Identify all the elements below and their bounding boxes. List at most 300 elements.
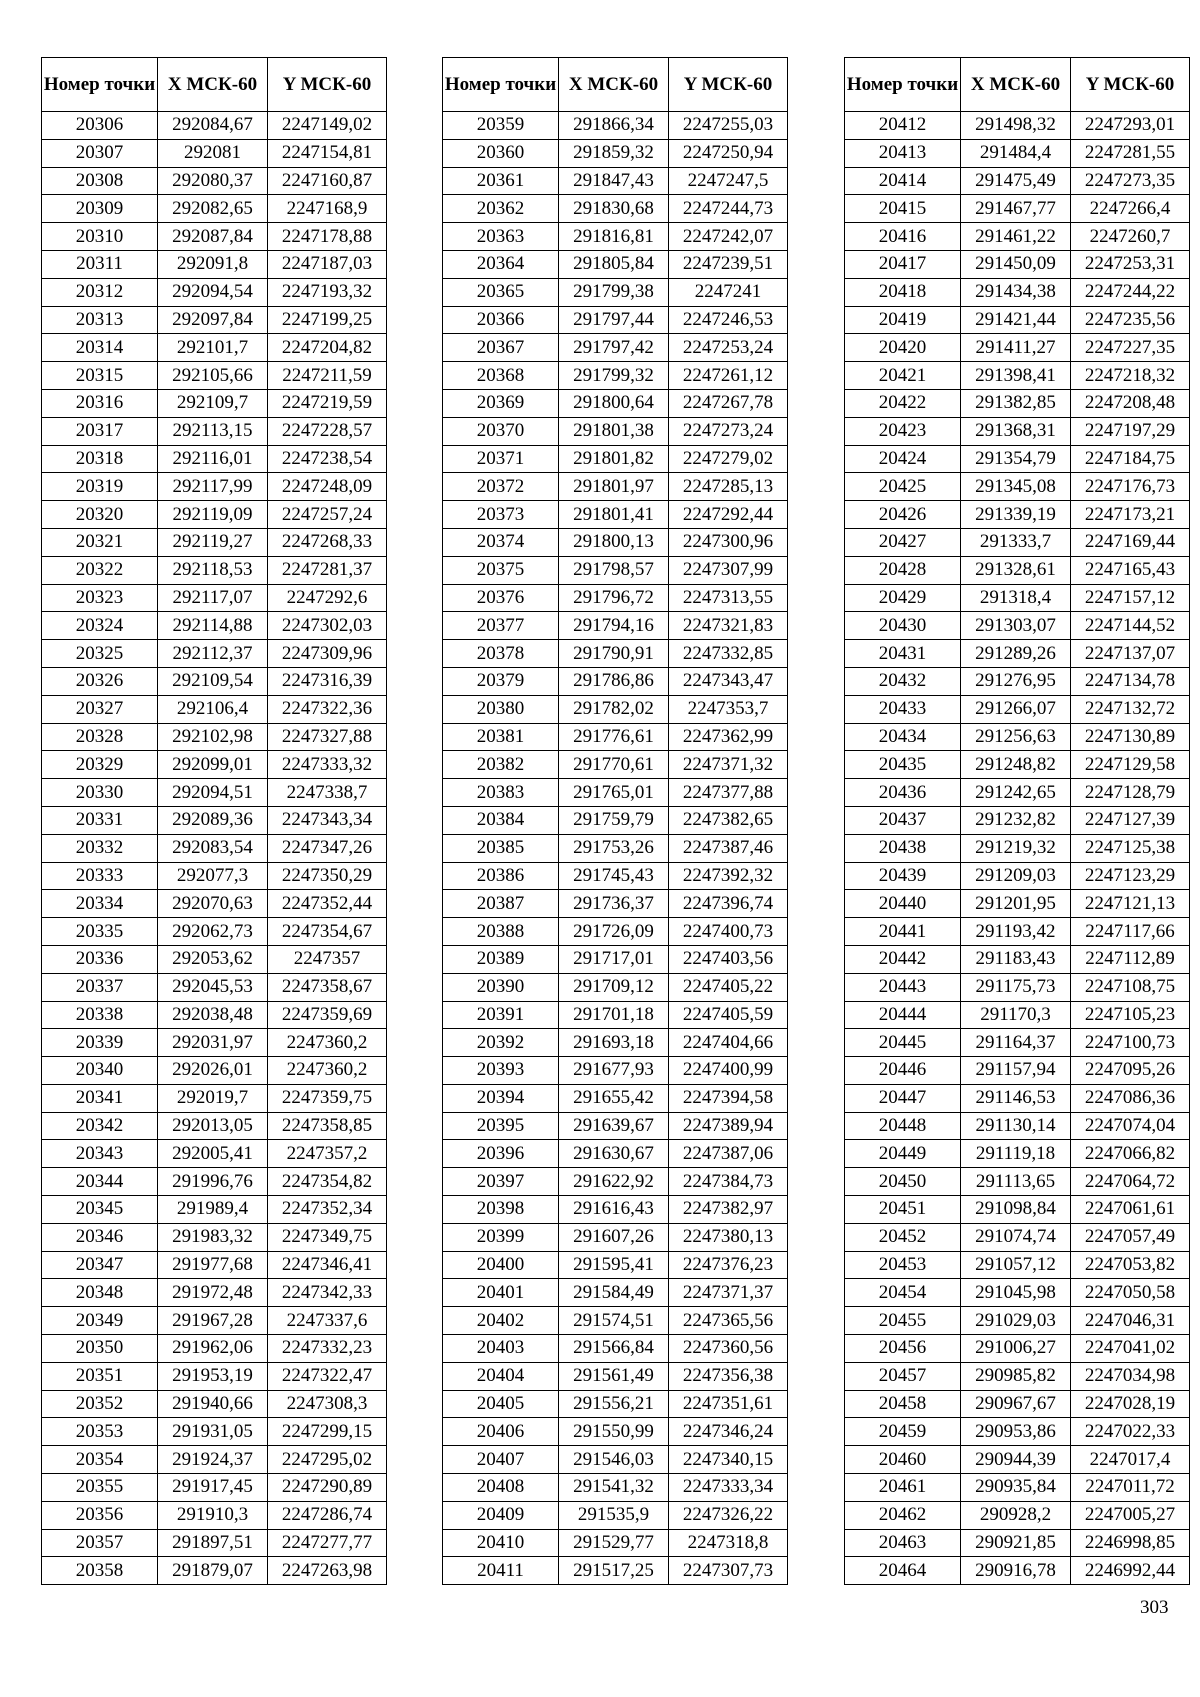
cell-x-coordinate: 291796,72 (559, 584, 669, 612)
table-row (42, 1223, 387, 1251)
cell-x-coordinate: 291130,14 (961, 1112, 1071, 1140)
table-row (443, 1390, 788, 1418)
cell-y-coordinate: 2247318,8 (669, 1529, 788, 1557)
cell-point-number: 20345 (42, 1196, 158, 1224)
cell-y-coordinate: 2247394,58 (669, 1084, 788, 1112)
cell-y-coordinate: 2247343,34 (268, 806, 387, 834)
table-row (443, 779, 788, 807)
cell-point-number: 20436 (845, 779, 961, 807)
cell-point-number: 20329 (42, 751, 158, 779)
cell-y-coordinate: 2247250,94 (669, 139, 788, 167)
table-row (443, 1279, 788, 1307)
header-point-number: Номер точки (42, 58, 158, 112)
cell-x-coordinate: 292117,07 (158, 584, 268, 612)
cell-y-coordinate: 2247034,98 (1071, 1362, 1190, 1390)
cell-point-number: 20445 (845, 1029, 961, 1057)
cell-x-coordinate: 291595,41 (559, 1251, 669, 1279)
table-row (845, 667, 1190, 695)
cell-x-coordinate: 291879,07 (158, 1557, 268, 1585)
cell-y-coordinate: 2247359,69 (268, 1001, 387, 1029)
cell-x-coordinate: 291630,67 (559, 1140, 669, 1168)
table-row (42, 501, 387, 529)
cell-y-coordinate: 2247392,32 (669, 862, 788, 890)
cell-y-coordinate: 2247337,6 (268, 1307, 387, 1335)
cell-y-coordinate: 2247285,13 (669, 473, 788, 501)
table-row (845, 389, 1190, 417)
cell-point-number: 20454 (845, 1279, 961, 1307)
table-row (42, 1501, 387, 1529)
table-row (443, 1001, 788, 1029)
cell-x-coordinate: 291146,53 (961, 1084, 1071, 1112)
cell-point-number: 20383 (443, 779, 559, 807)
cell-point-number: 20381 (443, 723, 559, 751)
cell-x-coordinate: 291382,85 (961, 389, 1071, 417)
table-row (845, 1529, 1190, 1557)
cell-x-coordinate: 291006,27 (961, 1335, 1071, 1363)
cell-y-coordinate: 2247300,96 (669, 528, 788, 556)
cell-point-number: 20449 (845, 1140, 961, 1168)
cell-point-number: 20326 (42, 667, 158, 695)
cell-x-coordinate: 292082,65 (158, 195, 268, 223)
cell-point-number: 20342 (42, 1112, 158, 1140)
cell-y-coordinate: 2247352,44 (268, 890, 387, 918)
table-row (845, 112, 1190, 140)
cell-y-coordinate: 2247292,44 (669, 501, 788, 529)
table-row (845, 473, 1190, 501)
cell-y-coordinate: 2247354,82 (268, 1168, 387, 1196)
table-row (845, 1196, 1190, 1224)
cell-y-coordinate: 2247248,09 (268, 473, 387, 501)
cell-y-coordinate: 2247227,35 (1071, 334, 1190, 362)
cell-x-coordinate: 291996,76 (158, 1168, 268, 1196)
table-row (443, 1529, 788, 1557)
cell-y-coordinate: 2247267,78 (669, 389, 788, 417)
cell-x-coordinate: 291029,03 (961, 1307, 1071, 1335)
table-row (42, 1057, 387, 1085)
cell-x-coordinate: 291098,84 (961, 1196, 1071, 1224)
cell-y-coordinate: 2247263,98 (268, 1557, 387, 1585)
cell-x-coordinate: 291113,65 (961, 1168, 1071, 1196)
table-row (42, 1084, 387, 1112)
cell-x-coordinate: 291535,9 (559, 1501, 669, 1529)
cell-point-number: 20440 (845, 890, 961, 918)
cell-point-number: 20415 (845, 195, 961, 223)
cell-point-number: 20325 (42, 640, 158, 668)
cell-y-coordinate: 2247199,25 (268, 306, 387, 334)
cell-point-number: 20315 (42, 362, 158, 390)
cell-y-coordinate: 2247157,12 (1071, 584, 1190, 612)
cell-y-coordinate: 2247160,87 (268, 167, 387, 195)
cell-point-number: 20351 (42, 1362, 158, 1390)
cell-x-coordinate: 291782,02 (559, 695, 669, 723)
cell-point-number: 20411 (443, 1557, 559, 1585)
cell-point-number: 20444 (845, 1001, 961, 1029)
cell-x-coordinate: 291866,34 (559, 112, 669, 140)
cell-point-number: 20316 (42, 389, 158, 417)
cell-x-coordinate: 292005,41 (158, 1140, 268, 1168)
cell-x-coordinate: 292038,48 (158, 1001, 268, 1029)
table-row (845, 195, 1190, 223)
cell-point-number: 20367 (443, 334, 559, 362)
cell-y-coordinate: 2247309,96 (268, 640, 387, 668)
table-row (42, 1307, 387, 1335)
table-row (845, 1418, 1190, 1446)
cell-point-number: 20421 (845, 362, 961, 390)
table-row (42, 1196, 387, 1224)
cell-x-coordinate: 291800,64 (559, 389, 669, 417)
cell-x-coordinate: 291801,82 (559, 445, 669, 473)
cell-y-coordinate: 2247376,23 (669, 1251, 788, 1279)
cell-x-coordinate: 292097,84 (158, 306, 268, 334)
cell-point-number: 20344 (42, 1168, 158, 1196)
cell-point-number: 20343 (42, 1140, 158, 1168)
table-row (845, 278, 1190, 306)
cell-x-coordinate: 291256,63 (961, 723, 1071, 751)
cell-x-coordinate: 291798,57 (559, 556, 669, 584)
cell-point-number: 20389 (443, 945, 559, 973)
cell-x-coordinate: 292094,51 (158, 779, 268, 807)
cell-x-coordinate: 291953,19 (158, 1362, 268, 1390)
cell-point-number: 20322 (42, 556, 158, 584)
cell-y-coordinate: 2247362,99 (669, 723, 788, 751)
cell-x-coordinate: 291276,95 (961, 667, 1071, 695)
cell-y-coordinate: 2247257,24 (268, 501, 387, 529)
cell-point-number: 20314 (42, 334, 158, 362)
cell-y-coordinate: 2247137,07 (1071, 640, 1190, 668)
cell-point-number: 20380 (443, 695, 559, 723)
cell-point-number: 20319 (42, 473, 158, 501)
cell-point-number: 20427 (845, 528, 961, 556)
table-row (42, 278, 387, 306)
table-row (845, 1223, 1190, 1251)
cell-x-coordinate: 290921,85 (961, 1529, 1071, 1557)
cell-x-coordinate: 291119,18 (961, 1140, 1071, 1168)
cell-point-number: 20309 (42, 195, 158, 223)
cell-y-coordinate: 2247011,72 (1071, 1474, 1190, 1502)
table-row (845, 640, 1190, 668)
cell-y-coordinate: 2247299,15 (268, 1418, 387, 1446)
cell-x-coordinate: 291940,66 (158, 1390, 268, 1418)
cell-x-coordinate: 291801,41 (559, 501, 669, 529)
table-row (845, 723, 1190, 751)
table-row (443, 528, 788, 556)
table-row (42, 1001, 387, 1029)
cell-point-number: 20335 (42, 918, 158, 946)
cell-point-number: 20369 (443, 389, 559, 417)
cell-x-coordinate: 292105,66 (158, 362, 268, 390)
cell-point-number: 20451 (845, 1196, 961, 1224)
table-row (443, 473, 788, 501)
table-row (845, 362, 1190, 390)
cell-point-number: 20447 (845, 1084, 961, 1112)
cell-y-coordinate: 2247239,51 (669, 250, 788, 278)
table-row (443, 640, 788, 668)
table-row (443, 667, 788, 695)
cell-x-coordinate: 291931,05 (158, 1418, 268, 1446)
cell-y-coordinate: 2247343,47 (669, 667, 788, 695)
cell-point-number: 20364 (443, 250, 559, 278)
table-row (443, 1029, 788, 1057)
cell-x-coordinate: 292080,37 (158, 167, 268, 195)
table-row (443, 1362, 788, 1390)
table-row (845, 1362, 1190, 1390)
cell-y-coordinate: 2247253,24 (669, 334, 788, 362)
cell-x-coordinate: 291753,26 (559, 834, 669, 862)
cell-y-coordinate: 2247128,79 (1071, 779, 1190, 807)
cell-point-number: 20417 (845, 250, 961, 278)
cell-point-number: 20349 (42, 1307, 158, 1335)
cell-x-coordinate: 291561,49 (559, 1362, 669, 1390)
table-row (845, 445, 1190, 473)
cell-point-number: 20310 (42, 223, 158, 251)
cell-y-coordinate: 2247359,75 (268, 1084, 387, 1112)
cell-x-coordinate: 292081 (158, 139, 268, 167)
cell-x-coordinate: 291709,12 (559, 973, 669, 1001)
header-y-coordinate: Y МСК-60 (669, 58, 788, 112)
table-row (443, 890, 788, 918)
cell-y-coordinate: 2247184,75 (1071, 445, 1190, 473)
cell-y-coordinate: 2247238,54 (268, 445, 387, 473)
table-row (845, 834, 1190, 862)
cell-y-coordinate: 2247123,29 (1071, 862, 1190, 890)
cell-y-coordinate: 2247242,07 (669, 223, 788, 251)
table-row (845, 945, 1190, 973)
cell-y-coordinate: 2247346,41 (268, 1251, 387, 1279)
cell-y-coordinate: 2247405,22 (669, 973, 788, 1001)
cell-x-coordinate: 291574,51 (559, 1307, 669, 1335)
cell-x-coordinate: 290935,84 (961, 1474, 1071, 1502)
cell-y-coordinate: 2247371,32 (669, 751, 788, 779)
cell-x-coordinate: 290953,86 (961, 1418, 1071, 1446)
cell-x-coordinate: 292045,53 (158, 973, 268, 1001)
cell-point-number: 20390 (443, 973, 559, 1001)
cell-x-coordinate: 291248,82 (961, 751, 1071, 779)
table-row (443, 167, 788, 195)
table-row (443, 278, 788, 306)
cell-x-coordinate: 292083,54 (158, 834, 268, 862)
cell-point-number: 20442 (845, 945, 961, 973)
cell-x-coordinate: 291790,91 (559, 640, 669, 668)
cell-point-number: 20433 (845, 695, 961, 723)
cell-x-coordinate: 291266,07 (961, 695, 1071, 723)
cell-x-coordinate: 292109,7 (158, 389, 268, 417)
cell-y-coordinate: 2247387,06 (669, 1140, 788, 1168)
table-row (42, 556, 387, 584)
cell-x-coordinate: 291701,18 (559, 1001, 669, 1029)
table-row (42, 1557, 387, 1585)
cell-y-coordinate: 2247357,2 (268, 1140, 387, 1168)
cell-y-coordinate: 2247218,32 (1071, 362, 1190, 390)
cell-x-coordinate: 291805,84 (559, 250, 669, 278)
cell-y-coordinate: 2247061,61 (1071, 1196, 1190, 1224)
table-row (443, 1112, 788, 1140)
cell-point-number: 20357 (42, 1529, 158, 1557)
cell-y-coordinate: 2247405,59 (669, 1001, 788, 1029)
table-row (845, 1474, 1190, 1502)
cell-y-coordinate: 2247117,66 (1071, 918, 1190, 946)
cell-x-coordinate: 291170,3 (961, 1001, 1071, 1029)
table-row (42, 362, 387, 390)
table-row (845, 1446, 1190, 1474)
cell-point-number: 20431 (845, 640, 961, 668)
cell-x-coordinate: 291639,67 (559, 1112, 669, 1140)
table-row (42, 139, 387, 167)
table-row (42, 112, 387, 140)
cell-point-number: 20408 (443, 1474, 559, 1502)
cell-point-number: 20356 (42, 1501, 158, 1529)
cell-y-coordinate: 2247193,32 (268, 278, 387, 306)
table-row (443, 306, 788, 334)
cell-point-number: 20463 (845, 1529, 961, 1557)
table-row (845, 1557, 1190, 1585)
cell-point-number: 20446 (845, 1057, 961, 1085)
cell-y-coordinate: 2247244,73 (669, 195, 788, 223)
cell-point-number: 20323 (42, 584, 158, 612)
cell-x-coordinate: 292112,37 (158, 640, 268, 668)
table-row (42, 445, 387, 473)
table-row (443, 334, 788, 362)
cell-point-number: 20308 (42, 167, 158, 195)
cell-x-coordinate: 291859,32 (559, 139, 669, 167)
cell-x-coordinate: 291475,49 (961, 167, 1071, 195)
table-row (42, 640, 387, 668)
cell-x-coordinate: 291967,28 (158, 1307, 268, 1335)
table-row (42, 1279, 387, 1307)
cell-y-coordinate: 2247360,2 (268, 1029, 387, 1057)
table-row (845, 1501, 1190, 1529)
cell-point-number: 20437 (845, 806, 961, 834)
cell-y-coordinate: 2247404,66 (669, 1029, 788, 1057)
cell-x-coordinate: 291242,65 (961, 779, 1071, 807)
table-row (42, 751, 387, 779)
table-row (443, 1057, 788, 1085)
table-row (443, 1140, 788, 1168)
cell-y-coordinate: 2247187,03 (268, 250, 387, 278)
cell-point-number: 20370 (443, 417, 559, 445)
table-row (443, 695, 788, 723)
table-row (42, 1335, 387, 1363)
cell-x-coordinate: 292119,27 (158, 528, 268, 556)
cell-point-number: 20379 (443, 667, 559, 695)
cell-point-number: 20439 (845, 862, 961, 890)
cell-point-number: 20378 (443, 640, 559, 668)
cell-x-coordinate: 292026,01 (158, 1057, 268, 1085)
cell-y-coordinate: 2247353,7 (669, 695, 788, 723)
cell-y-coordinate: 2247268,33 (268, 528, 387, 556)
cell-point-number: 20407 (443, 1446, 559, 1474)
cell-x-coordinate: 291726,09 (559, 918, 669, 946)
cell-x-coordinate: 291917,45 (158, 1474, 268, 1502)
cell-x-coordinate: 291962,06 (158, 1335, 268, 1363)
cell-point-number: 20405 (443, 1390, 559, 1418)
cell-y-coordinate: 2247357 (268, 945, 387, 973)
table-row (845, 250, 1190, 278)
table-row (443, 250, 788, 278)
cell-x-coordinate: 290928,2 (961, 1501, 1071, 1529)
table-row (443, 723, 788, 751)
cell-point-number: 20374 (443, 528, 559, 556)
cell-y-coordinate: 2247400,73 (669, 918, 788, 946)
table-row (42, 1362, 387, 1390)
cell-x-coordinate: 292094,54 (158, 278, 268, 306)
table-row (42, 334, 387, 362)
cell-x-coordinate: 291584,49 (559, 1279, 669, 1307)
cell-point-number: 20392 (443, 1029, 559, 1057)
cell-y-coordinate: 2247241 (669, 278, 788, 306)
cell-point-number: 20409 (443, 1501, 559, 1529)
cell-x-coordinate: 291989,4 (158, 1196, 268, 1224)
cell-y-coordinate: 2247165,43 (1071, 556, 1190, 584)
cell-point-number: 20391 (443, 1001, 559, 1029)
cell-x-coordinate: 291770,61 (559, 751, 669, 779)
cell-y-coordinate: 2247066,82 (1071, 1140, 1190, 1168)
table-row (443, 973, 788, 1001)
cell-x-coordinate: 292091,8 (158, 250, 268, 278)
cell-x-coordinate: 291717,01 (559, 945, 669, 973)
cell-point-number: 20456 (845, 1335, 961, 1363)
table-row (845, 223, 1190, 251)
cell-point-number: 20366 (443, 306, 559, 334)
table-row (42, 1390, 387, 1418)
cell-point-number: 20371 (443, 445, 559, 473)
page-number: 303 (1140, 1597, 1169, 1618)
cell-x-coordinate: 292062,73 (158, 918, 268, 946)
cell-x-coordinate: 292013,05 (158, 1112, 268, 1140)
table-row (845, 1029, 1190, 1057)
table-row (845, 973, 1190, 1001)
cell-point-number: 20346 (42, 1223, 158, 1251)
table-header-row (42, 58, 387, 112)
table-row (845, 1335, 1190, 1363)
cell-x-coordinate: 291924,37 (158, 1446, 268, 1474)
cell-y-coordinate: 2247086,36 (1071, 1084, 1190, 1112)
cell-point-number: 20385 (443, 834, 559, 862)
cell-point-number: 20430 (845, 612, 961, 640)
cell-y-coordinate: 2247347,26 (268, 834, 387, 862)
cell-y-coordinate: 2247095,26 (1071, 1057, 1190, 1085)
cell-point-number: 20420 (845, 334, 961, 362)
cell-x-coordinate: 291209,03 (961, 862, 1071, 890)
cell-y-coordinate: 2247307,73 (669, 1557, 788, 1585)
cell-y-coordinate: 2247121,13 (1071, 890, 1190, 918)
cell-x-coordinate: 291289,26 (961, 640, 1071, 668)
cell-y-coordinate: 2247338,7 (268, 779, 387, 807)
table-row (845, 695, 1190, 723)
table-row (443, 112, 788, 140)
cell-x-coordinate: 292109,54 (158, 667, 268, 695)
table-row (845, 1307, 1190, 1335)
cell-x-coordinate: 291897,51 (158, 1529, 268, 1557)
cell-x-coordinate: 291354,79 (961, 445, 1071, 473)
cell-point-number: 20429 (845, 584, 961, 612)
cell-point-number: 20443 (845, 973, 961, 1001)
cell-x-coordinate: 292101,7 (158, 334, 268, 362)
cell-x-coordinate: 290916,78 (961, 1557, 1071, 1585)
coordinates-table-3 (844, 57, 1190, 1585)
cell-x-coordinate: 291164,37 (961, 1029, 1071, 1057)
table-row (845, 1140, 1190, 1168)
cell-y-coordinate: 2247354,67 (268, 918, 387, 946)
cell-y-coordinate: 2247197,29 (1071, 417, 1190, 445)
cell-x-coordinate: 291622,92 (559, 1168, 669, 1196)
cell-x-coordinate: 292077,3 (158, 862, 268, 890)
cell-y-coordinate: 2247173,21 (1071, 501, 1190, 529)
table-row (443, 1335, 788, 1363)
cell-y-coordinate: 2247351,61 (669, 1390, 788, 1418)
cell-x-coordinate: 291972,48 (158, 1279, 268, 1307)
table-row (42, 834, 387, 862)
cell-point-number: 20448 (845, 1112, 961, 1140)
